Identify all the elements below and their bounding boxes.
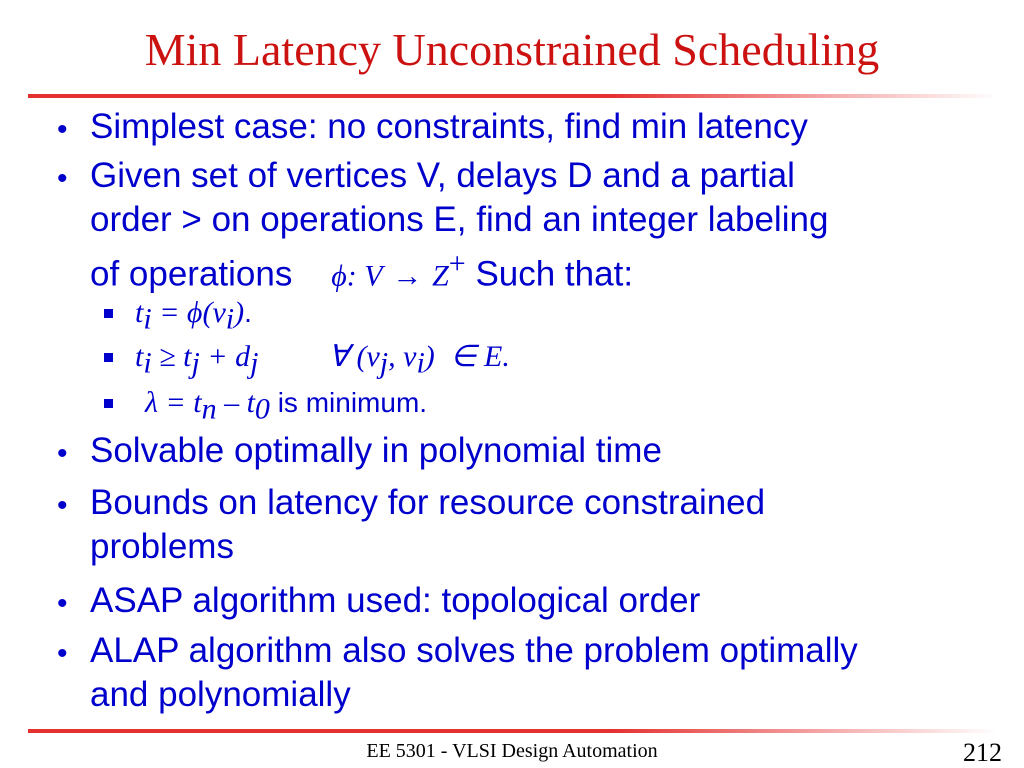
bullet-5-text: ASAP algorithm used: topological order xyxy=(90,581,701,620)
sub-bullet-2 xyxy=(135,340,510,381)
math-sub-i: i xyxy=(143,346,152,380)
bullet-2-line-3-pre: of operations xyxy=(90,254,293,294)
math-in-e: ∈ E. xyxy=(450,340,510,373)
footer-course: EE 5301 - VLSI Design Automation xyxy=(366,740,658,762)
bullet-1-text: Simplest case: no constraints, find min latency xyxy=(90,107,808,146)
z-superscript: + xyxy=(448,247,466,280)
sub-bullet-1 xyxy=(135,296,252,337)
bullet-2-line-1: Given set of vertices V, delays D and a partial xyxy=(90,156,795,195)
math-t: t xyxy=(135,296,144,329)
slide-title: Min Latency Unconstrained Scheduling xyxy=(144,24,880,75)
bullet-marker: • xyxy=(57,489,68,522)
math-plus-d: + d xyxy=(199,340,251,373)
sub-bullet-marker xyxy=(104,353,113,362)
bullet-marker: • xyxy=(57,113,68,146)
math-paren: ) xyxy=(234,296,245,329)
math-sub-n: n xyxy=(201,392,217,426)
math-sub-j: j xyxy=(379,346,389,380)
math-period: . xyxy=(244,297,252,328)
sub-bullet-marker xyxy=(104,399,113,408)
bullet-marker: • xyxy=(57,437,68,470)
math-minus-t: – t xyxy=(216,386,255,419)
z-symbol: Z xyxy=(432,259,449,293)
math-sub-i: i xyxy=(225,302,235,336)
bullet-marker: • xyxy=(57,587,68,620)
math-paren: ) xyxy=(424,340,435,373)
math-sub-0: 0 xyxy=(254,392,270,426)
phi-mapping: ϕ: V xyxy=(331,259,383,293)
math-lambda-t: λ = t xyxy=(145,386,202,419)
bullet-3-text: Solvable optimally in polynomial time xyxy=(90,431,662,470)
math-sub-j: j xyxy=(250,346,259,380)
such-that-text: Such that: xyxy=(475,254,634,294)
page-number: 212 xyxy=(963,738,1002,767)
arrow-symbol: → xyxy=(392,259,423,293)
math-ge-t: ≥ t xyxy=(151,340,192,373)
math-t: t xyxy=(135,340,144,373)
bullet-6-line-2: and polynomially xyxy=(90,675,351,714)
bullet-2-line-2: order > on operations E, find an integer labeling xyxy=(90,200,829,239)
bullet-2-line-3 xyxy=(90,245,990,296)
math-phi-v: = ϕ(v xyxy=(151,296,226,329)
sub-bullet-3 xyxy=(145,386,427,427)
math-comma-v: , v xyxy=(388,340,417,373)
math-sub-i: i xyxy=(143,302,152,336)
bullet-4-line-2: problems xyxy=(90,527,234,566)
math-sub-i: i xyxy=(416,346,425,380)
math-forall-v: ∀ (v xyxy=(328,340,380,373)
bullet-6-line-1: ALAP algorithm also solves the problem optimally xyxy=(90,631,858,670)
footer-divider xyxy=(28,729,998,733)
is-minimum-text: is minimum. xyxy=(277,387,428,418)
bullet-marker: • xyxy=(57,637,68,670)
math-sub-j: j xyxy=(191,346,200,380)
sub-bullet-marker xyxy=(104,309,113,318)
bullet-marker: • xyxy=(57,162,68,195)
bullet-4-line-1: Bounds on latency for resource constrained xyxy=(90,483,766,522)
